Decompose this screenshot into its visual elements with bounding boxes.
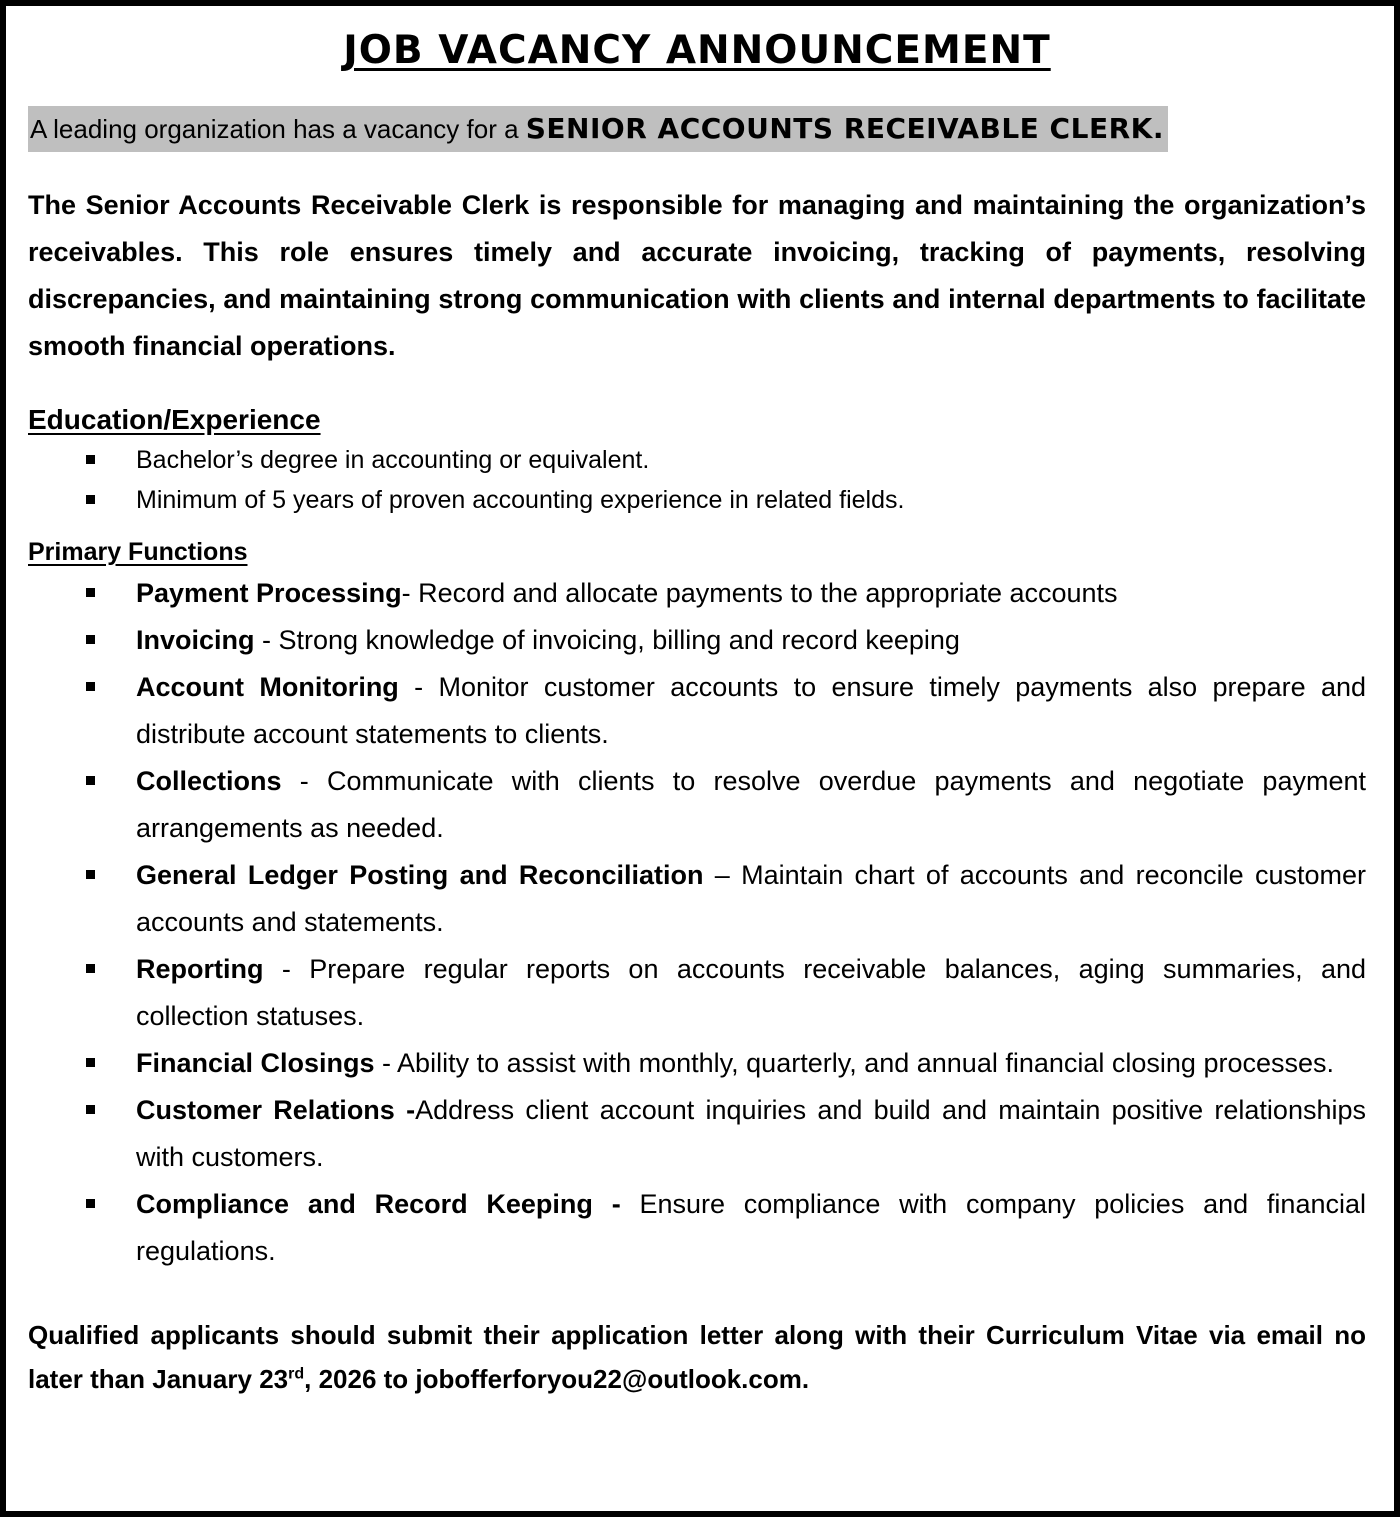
- list-item: [28, 664, 1366, 758]
- vacancy-banner: [28, 106, 1168, 152]
- bullet-square-icon: [86, 635, 95, 644]
- vacancy-banner-row: [28, 106, 1366, 152]
- bullet-square-icon: [86, 1105, 95, 1114]
- bullet-square-icon: [86, 495, 95, 504]
- bullet-square-icon: [86, 1058, 95, 1067]
- function-title: Reporting: [136, 954, 264, 984]
- function-description: - Communicate with clients to resolve overdue payments and negotiate payment arrangements as needed.: [136, 766, 1366, 843]
- bullet-square-icon: [86, 870, 95, 879]
- primary-functions-heading: Primary Functions: [28, 538, 248, 566]
- function-title: Customer Relations -: [136, 1095, 416, 1125]
- bullet-square-icon: [86, 964, 95, 973]
- education-item-text: Bachelor’s degree in accounting or equivalent.: [136, 446, 650, 474]
- list-item: [28, 1087, 1366, 1181]
- vacancy-banner-lead: A leading organization has a vacancy for a: [30, 114, 526, 144]
- bullet-square-icon: [86, 588, 95, 597]
- function-description: - Ability to assist with monthly, quarterly, and annual financial closing processes.: [374, 1048, 1335, 1078]
- function-description: - Record and allocate payments to the appropriate accounts: [401, 578, 1118, 608]
- list-item: [28, 617, 1366, 664]
- position-title: SENIOR ACCOUNTS RECEIVABLE CLERK.: [525, 112, 1164, 145]
- list-item: [28, 570, 1366, 617]
- bullet-square-icon: [86, 682, 95, 691]
- application-instructions: [28, 1313, 1366, 1401]
- function-description: Ensure compliance with company policies and financial regulations.: [136, 1189, 1366, 1266]
- application-text: Qualified applicants should submit their application letter along with their Curriculum Vitae via email no later than January 23: [28, 1320, 1366, 1394]
- list-item: [28, 1040, 1366, 1087]
- list-item: [28, 758, 1366, 852]
- function-title: Collections: [136, 766, 282, 796]
- date-ordinal-suffix: rd: [288, 1365, 305, 1383]
- education-item-text: Minimum of 5 years of proven accounting experience in related fields.: [136, 486, 905, 514]
- list-item: [28, 852, 1366, 946]
- education-heading: Education/Experience: [28, 404, 321, 435]
- function-title: Compliance and Record Keeping -: [136, 1189, 621, 1219]
- education-list: [28, 440, 1366, 520]
- role-description: The Senior Accounts Receivable Clerk is responsible for managing and maintaining the organization’s receivables. This role ensures timely and accurate invoicing, tracking of payments, resolving discrepancies, and maintaining strong communication with clients and internal departments to facilitate smooth financial operations.: [28, 190, 1366, 361]
- function-title: Financial Closings: [136, 1048, 375, 1078]
- list-item: [28, 440, 1366, 480]
- function-title: Payment Processing: [136, 578, 402, 608]
- function-description: - Strong knowledge of invoicing, billing and record keeping: [254, 625, 960, 655]
- function-title: General Ledger Posting and Reconciliation: [136, 860, 704, 890]
- bullet-square-icon: [86, 1199, 95, 1208]
- primary-functions-list: [28, 570, 1366, 1275]
- function-title: Invoicing: [136, 625, 255, 655]
- list-item: [28, 1181, 1366, 1275]
- function-title: Account Monitoring: [136, 672, 399, 702]
- bullet-square-icon: [86, 776, 95, 785]
- function-description: - Prepare regular reports on accounts receivable balances, aging summaries, and collection statuses.: [136, 954, 1366, 1031]
- bullet-square-icon: [86, 455, 95, 464]
- announcement-title: [28, 26, 1366, 76]
- function-description: Address client account inquiries and build and maintain positive relationships with customers.: [136, 1095, 1366, 1172]
- function-description: - Monitor customer accounts to ensure timely payments also prepare and distribute account statements to clients.: [136, 672, 1366, 749]
- list-item: [28, 480, 1366, 520]
- function-description: – Maintain chart of accounts and reconcile customer accounts and statements.: [136, 860, 1367, 937]
- announcement-title-text: JOB VACANCY ANNOUNCEMENT: [343, 28, 1051, 73]
- list-item: [28, 946, 1366, 1040]
- application-deadline-email: , 2026 to jobofferforyou22@outlook.com.: [304, 1364, 810, 1394]
